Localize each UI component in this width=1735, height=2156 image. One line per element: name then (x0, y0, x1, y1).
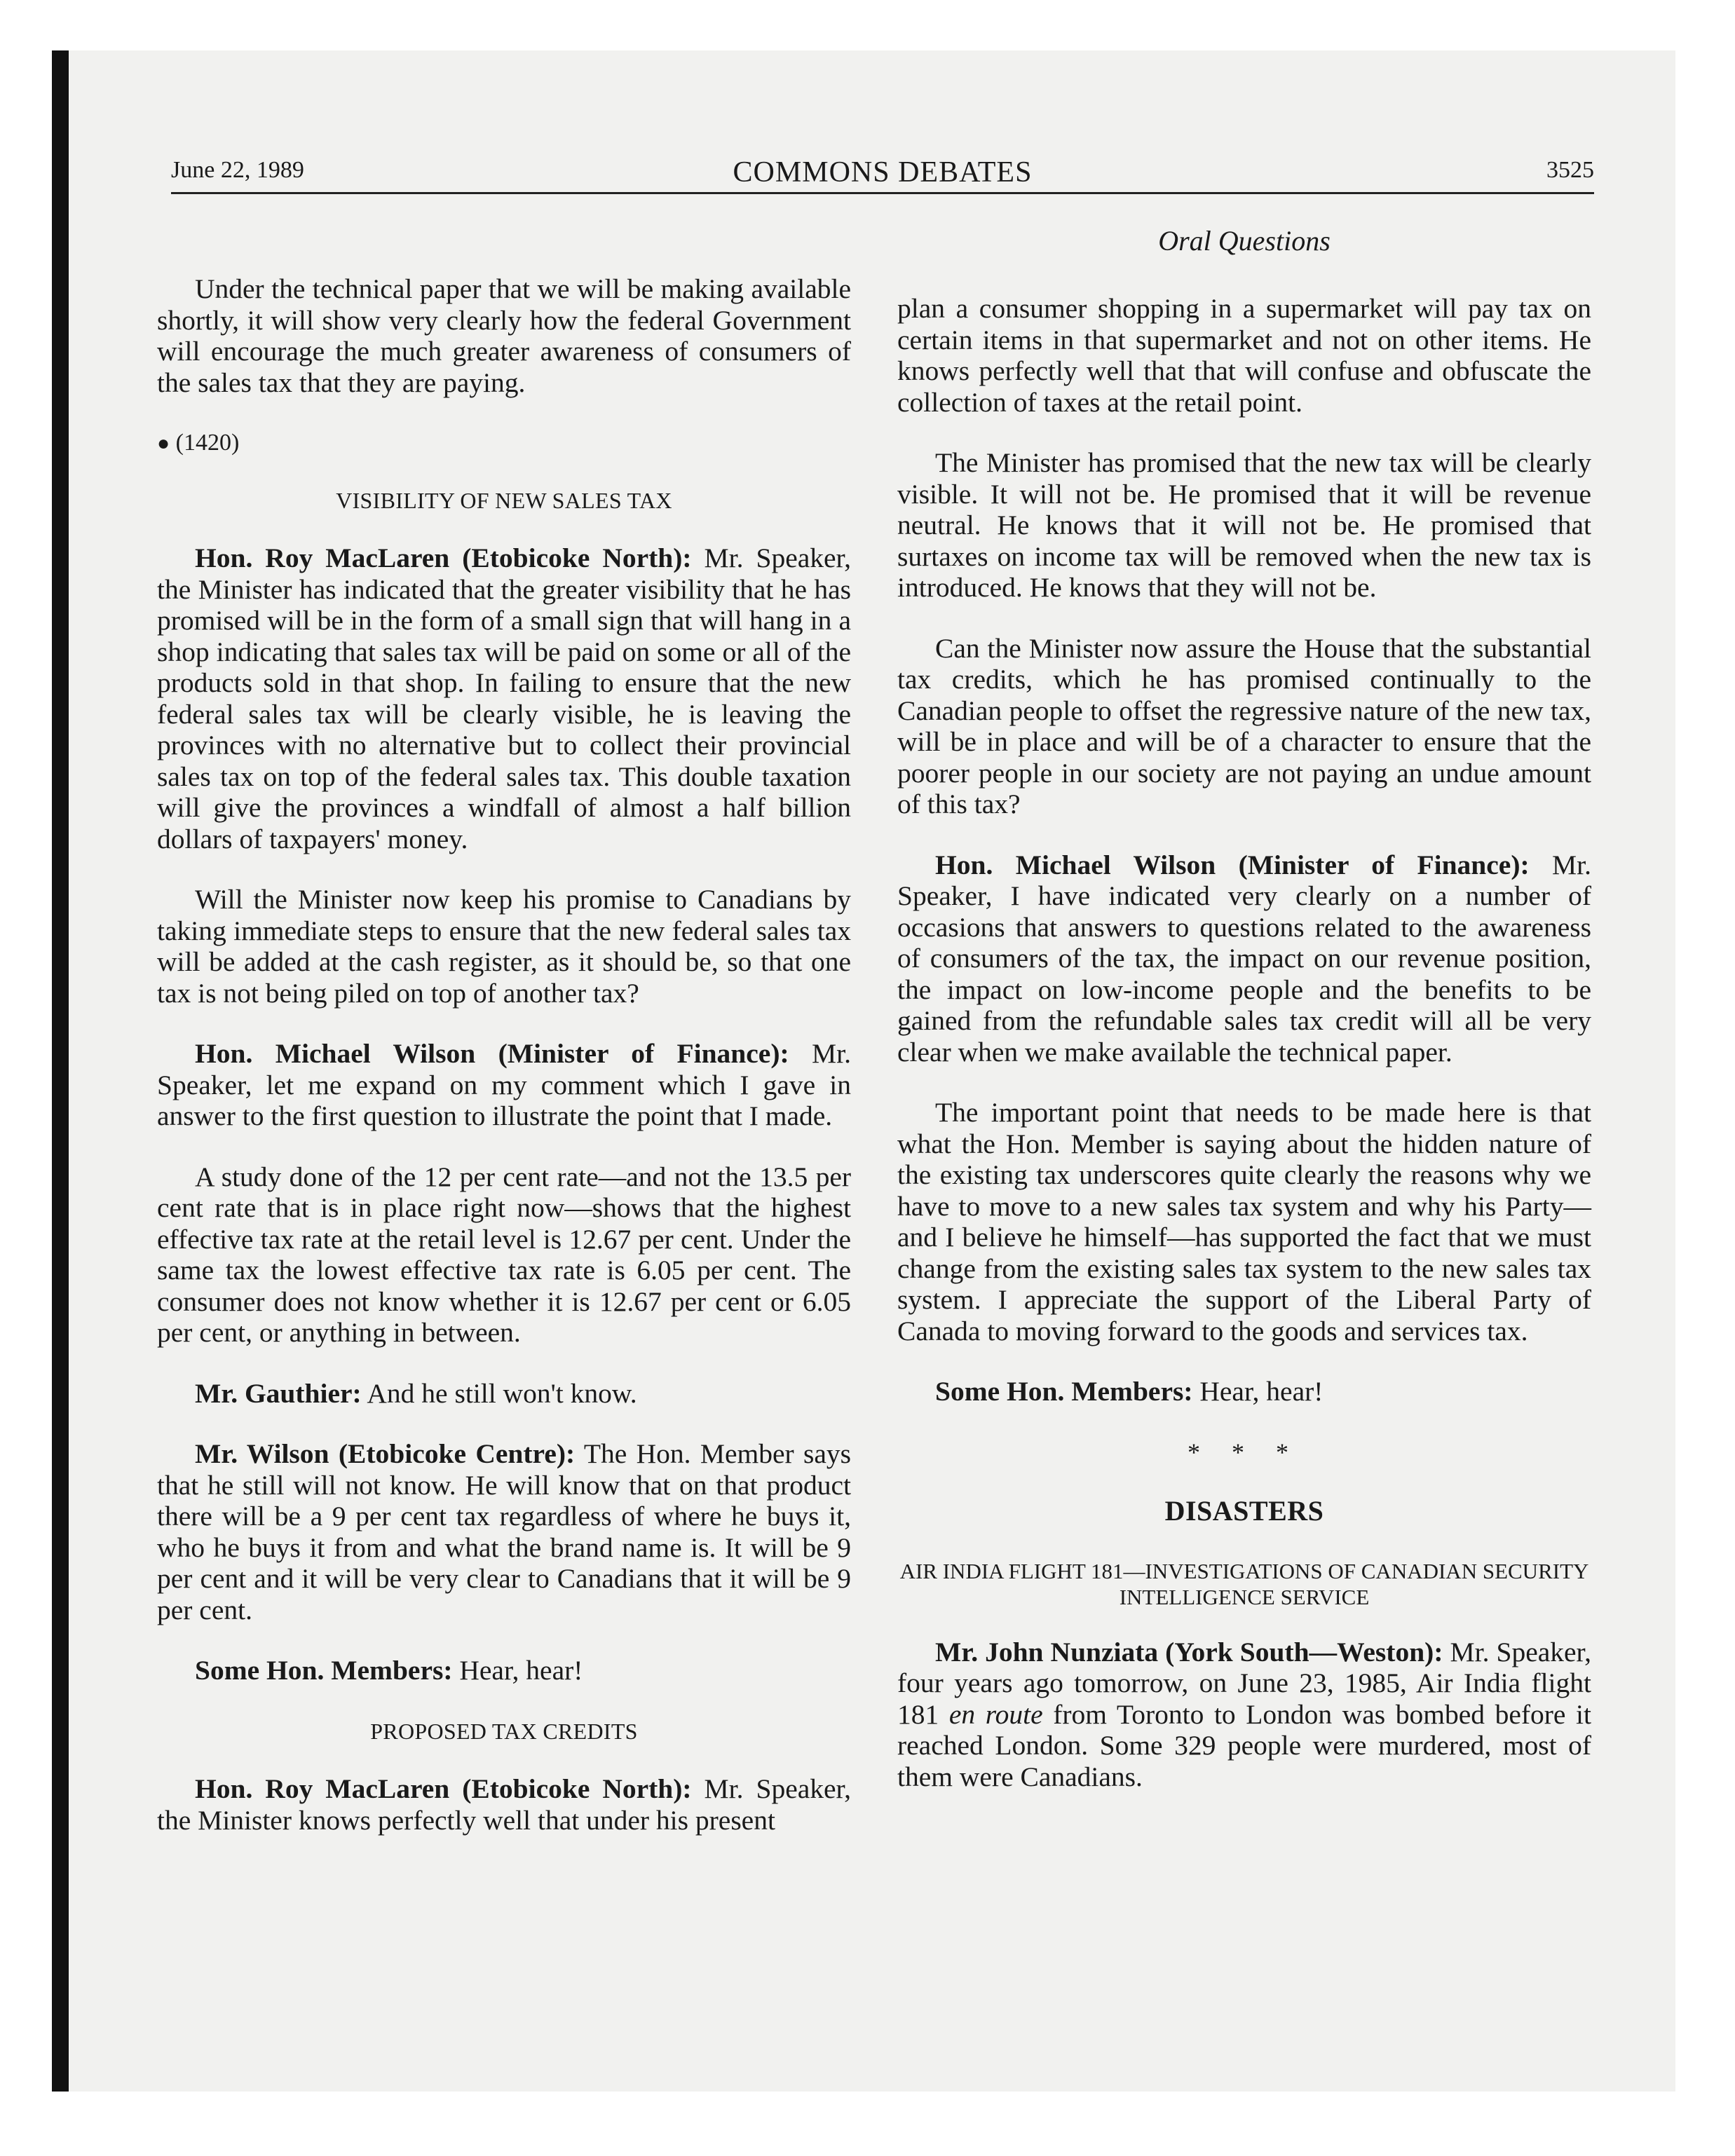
speaker-name: Mr. John Nunziata (York South—Weston): (935, 1636, 1443, 1667)
speech-text: Mr. Speaker, I have indicated very clearly on a number of occasions that answers to questions related to the awareness of consumers of the tax, the impact on our revenue position, the impact on low-income people and the benefits to be gained from the refundable sales tax credit will all be very clear when we make available the technical paper. (897, 849, 1591, 1067)
paragraph: Under the technical paper that we will be making available shortly, it will show very clearly how the federal Government will encourage the much greater awareness of consumers of the sales tax that they are paying. (157, 273, 851, 398)
paragraph: The Minister has promised that the new tax will be clearly visible. It will not be. He promised that it will be revenue neutral. He knows that it will not be. He promised that surtaxes on income tax will be removed when the new tax is introduced. He knows that they will not be. (897, 447, 1591, 603)
section-separator: * * * (1188, 1438, 1301, 1466)
speaker-name: Hon. Michael Wilson (Minister of Finance): (935, 849, 1530, 880)
speech-text: Mr. Speaker, let me expand on my comment which I gave in answer to the first question to illustrate the point that I made. (157, 1038, 851, 1131)
speaker-name: Hon. Roy MacLaren (Etobicoke North): (195, 1773, 692, 1804)
header-date: June 22, 1989 (171, 157, 304, 183)
running-head: Oral Questions (1158, 225, 1331, 257)
header-publication: COMMONS DEBATES (733, 156, 1033, 189)
speech-text: Hear, hear! (452, 1655, 583, 1686)
paragraph (897, 850, 1591, 1068)
speech-text: from Toronto to London was bombed before it reached London. Some 329 people were murdered, most of them were Canadians. (897, 1698, 1591, 1792)
paragraph (157, 1438, 851, 1625)
paragraph (157, 1773, 851, 1836)
paragraph: The important point that needs to be made here is that what the Hon. Member is saying about the hidden nature of the existing tax underscores quite clearly the reasons why we have to move to a new sales tax system and why his Party—and I believe he himself—has supported the fact that we must change from the existing sales tax system to the new sales tax system. I appreciate the support of the Liberal Party of Canada to moving forward to the goods and services tax. (897, 1097, 1591, 1346)
speaker-name: Some Hon. Members: (195, 1655, 453, 1686)
scan-binding-edge (52, 50, 69, 2092)
scan-margin (0, 0, 1735, 50)
paragraph (157, 543, 851, 854)
speech-text: Mr. Speaker, the Minister knows perfectly well that under his present (157, 1773, 852, 1836)
paragraph: Can the Minister now assure the House that the substantial tax credits, which he has promised continually to the Canadian people to offset the regressive nature of the new tax, will be in place and will be of a character to ensure that the poorer people in our society are not paying an undue amount of this tax? (897, 632, 1591, 819)
paragraph (157, 1655, 851, 1686)
section-heading: DISASTERS (1164, 1495, 1324, 1527)
page-header (171, 146, 1594, 194)
speech-text: Hear, hear! (1192, 1376, 1324, 1407)
subheading: VISIBILITY OF NEW SALES TAX (336, 487, 672, 513)
speaker-name: Hon. Michael Wilson (Minister of Finance): (195, 1038, 789, 1069)
speech-text: And he still won't know. (361, 1377, 637, 1409)
speech-text: Mr. Speaker, four years ago tomorrow, on June 23, 1985, Air India flight 181 (897, 1636, 1591, 1730)
speaker-name: Hon. Roy MacLaren (Etobicoke North): (195, 543, 692, 573)
subheading: AIR INDIA FLIGHT 181—INVESTIGATIONS OF CANADIAN SECURITY INTELLIGENCE SERVICE (899, 1558, 1589, 1609)
speaker-name: Mr. Wilson (Etobicoke Centre): (195, 1438, 576, 1469)
paragraph (897, 1376, 1591, 1407)
paragraph: plan a consumer shopping in a supermarket will pay tax on certain items in that supermarket and not on other items. He knows perfectly well that that will confuse and obfuscate the collection of taxes at the retail point. (897, 293, 1591, 418)
timestamp (157, 428, 851, 460)
bullet-icon: ● (157, 432, 170, 455)
header-page-number: 3525 (1546, 157, 1594, 183)
speaker-name: Mr. Gauthier: (195, 1377, 362, 1409)
paragraph: A study done of the 12 per cent rate—and not the 13.5 per cent rate that is in place right now—shows that the highest effective tax rate at the retail level is 12.67 per cent. Under the same tax the lowest effective tax rate is 6.05 per cent. The consumer does not know whether it is 12.67 per cent or 6.05 per cent, or anything in between. (157, 1161, 851, 1348)
paragraph (157, 1038, 851, 1132)
timestamp-text: (1420) (175, 430, 240, 456)
italic-phrase: en route (948, 1698, 1043, 1730)
left-column (157, 273, 851, 1865)
speech-text: The Hon. Member says that he still will not know. He will know that on that product there will be a 9 per cent tax regardless of where he buys it, who he buys it from and what the brand name is. It will be 9 per cent and it will be very clear to Canadians that it will be 9 per cent. (157, 1438, 852, 1625)
subheading: PROPOSED TAX CREDITS (370, 1718, 638, 1744)
speech-text: Mr. Speaker, the Minister has indicated that the greater visibility that he has promised will be in the form of a small sign that will hang in a shop indicating that sales tax will be paid on some or all of the products sold in that shop. In failing to ensure that the new federal sales tax will be clearly visible, he is leaving the provinces with no alternative but to collect their provincial sales tax on top of the federal sales tax. This double taxation will give the provinces a windfall of almost a half billion dollars of taxpayers' money. (157, 543, 852, 854)
paragraph: Will the Minister now keep his promise to Canadians by taking immediate steps to ensure that the new federal sales tax will be added at the cash register, as it should be, so that one tax is not being piled on top of another tax? (157, 884, 851, 1009)
speaker-name: Some Hon. Members: (935, 1376, 1193, 1407)
paragraph (157, 1378, 851, 1410)
paragraph (897, 1637, 1591, 1793)
right-column (897, 293, 1591, 1822)
